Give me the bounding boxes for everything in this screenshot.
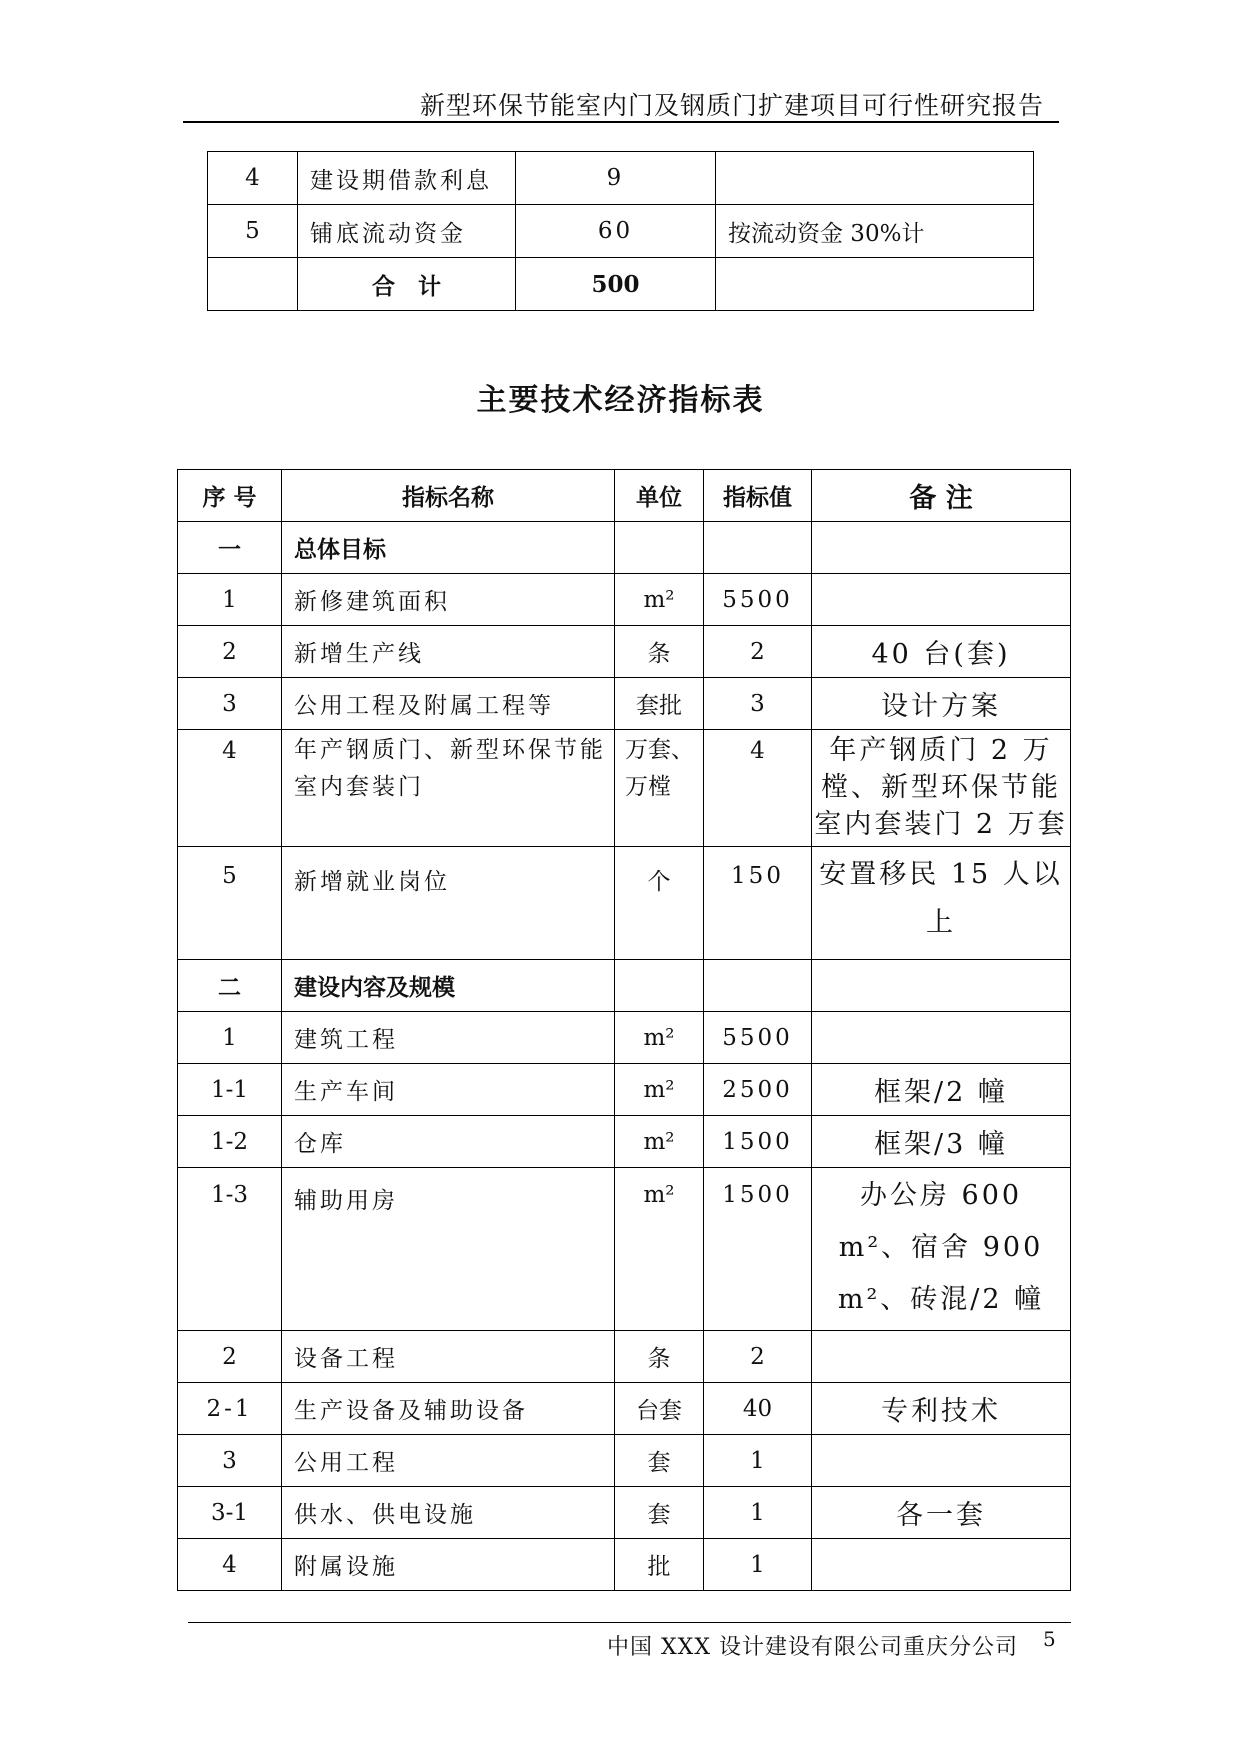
header-name: 指标名称	[282, 470, 615, 522]
row-note	[812, 960, 1071, 1012]
row-value: 5500	[704, 1012, 812, 1064]
row-name: 公用工程	[282, 1435, 615, 1487]
row-no: 1-1	[178, 1064, 282, 1116]
row-no: 4	[208, 152, 298, 205]
table-row	[178, 1064, 1071, 1116]
row-no	[208, 258, 298, 311]
row-unit: 台套	[615, 1383, 704, 1435]
row-note: 年产钢质门 2 万樘、新型环保节能室内套装门 2 万套	[812, 730, 1071, 847]
row-note: 40 台(套)	[812, 626, 1071, 678]
row-no: 4	[178, 730, 282, 847]
row-unit: 套批	[615, 678, 704, 730]
table-row-total	[208, 258, 1034, 311]
row-unit: 个	[615, 847, 704, 960]
row-note: 按流动资金 30%计	[716, 205, 1034, 258]
row-value: 3	[704, 678, 812, 730]
row-note: 框架/2 幢	[812, 1064, 1071, 1116]
row-name: 生产设备及辅助设备	[282, 1383, 615, 1435]
row-name: 生产车间	[282, 1064, 615, 1116]
row-unit: m²	[615, 574, 704, 626]
table-row	[178, 1168, 1071, 1331]
row-note: 框架/3 幢	[812, 1116, 1071, 1168]
row-name: 新增生产线	[282, 626, 615, 678]
header-note: 备 注	[812, 470, 1071, 522]
page-number: 5	[1043, 1627, 1056, 1651]
row-note: 专利技术	[812, 1383, 1071, 1435]
table-row	[178, 678, 1071, 730]
row-value: 5500	[704, 574, 812, 626]
row-no: 5	[208, 205, 298, 258]
table-row	[178, 1331, 1071, 1383]
row-value	[704, 960, 812, 1012]
row-note	[812, 574, 1071, 626]
row-value: 1	[704, 1435, 812, 1487]
row-name: 新修建筑面积	[282, 574, 615, 626]
row-no: 1-2	[178, 1116, 282, 1168]
row-unit: 万套、万樘	[615, 730, 704, 847]
row-no: 1	[178, 1012, 282, 1064]
total-value: 500	[516, 258, 716, 311]
row-no: 2	[178, 1331, 282, 1383]
row-no: 4	[178, 1539, 282, 1591]
row-note	[812, 1331, 1071, 1383]
row-unit	[615, 522, 704, 574]
header-no: 序 号	[178, 470, 282, 522]
row-note: 办公房 600 m²、宿舍 900 m²、砖混/2 幢	[812, 1168, 1071, 1331]
table-row	[178, 1116, 1071, 1168]
row-name: 辅助用房	[282, 1168, 615, 1331]
row-unit: 套	[615, 1487, 704, 1539]
row-no: 二	[178, 960, 282, 1012]
row-name: 仓库	[282, 1116, 615, 1168]
row-unit	[615, 960, 704, 1012]
row-unit: m²	[615, 1064, 704, 1116]
row-name: 供水、供电设施	[282, 1487, 615, 1539]
row-name: 铺底流动资金	[298, 205, 516, 258]
investment-table	[207, 151, 1034, 311]
table-row	[178, 730, 1071, 847]
row-value: 2	[704, 1331, 812, 1383]
index-table	[177, 469, 1071, 1591]
row-note	[716, 258, 1034, 311]
row-value: 60	[516, 205, 716, 258]
row-value: 1500	[704, 1116, 812, 1168]
row-name: 建设内容及规模	[282, 960, 615, 1012]
table-row	[178, 847, 1071, 960]
row-value: 1500	[704, 1168, 812, 1331]
row-name: 总体目标	[282, 522, 615, 574]
row-value: 2	[704, 626, 812, 678]
header-unit: 单位	[615, 470, 704, 522]
table-row	[208, 152, 1034, 205]
row-value: 4	[704, 730, 812, 847]
row-name: 建筑工程	[282, 1012, 615, 1064]
row-note	[812, 1539, 1071, 1591]
row-no: 3	[178, 1435, 282, 1487]
row-name: 设备工程	[282, 1331, 615, 1383]
row-name: 年产钢质门、新型环保节能室内套装门	[282, 730, 615, 847]
row-no: 1	[178, 574, 282, 626]
row-unit: m²	[615, 1168, 704, 1331]
row-value: 9	[516, 152, 716, 205]
row-no: 2	[178, 626, 282, 678]
header-value: 指标值	[704, 470, 812, 522]
table-row	[178, 574, 1071, 626]
footer-rule	[188, 1622, 1071, 1623]
row-note: 各一套	[812, 1487, 1071, 1539]
row-note	[812, 1435, 1071, 1487]
total-label: 合 计	[298, 258, 516, 311]
header-rule	[183, 121, 1059, 123]
row-unit: 条	[615, 626, 704, 678]
table-row	[178, 1487, 1071, 1539]
row-no: 一	[178, 522, 282, 574]
row-value: 1	[704, 1487, 812, 1539]
row-value: 40	[704, 1383, 812, 1435]
row-note	[812, 1012, 1071, 1064]
row-unit: 批	[615, 1539, 704, 1591]
footer-company: 中国 XXX 设计建设有限公司重庆分公司	[607, 1635, 1018, 1660]
index-table-title: 主要技术经济指标表	[476, 383, 765, 418]
row-no: 3	[178, 678, 282, 730]
row-name: 新增就业岗位	[282, 847, 615, 960]
table-row	[208, 205, 1034, 258]
row-note: 安置移民 15 人以上	[812, 847, 1071, 960]
row-note	[716, 152, 1034, 205]
table-row	[178, 1012, 1071, 1064]
row-value: 2500	[704, 1064, 812, 1116]
row-no: 1-3	[178, 1168, 282, 1331]
page-header-title: 新型环保节能室内门及钢质门扩建项目可行性研究报告	[420, 91, 1045, 120]
row-unit: 条	[615, 1331, 704, 1383]
table-row	[178, 626, 1071, 678]
row-name: 附属设施	[282, 1539, 615, 1591]
row-no: 3-1	[178, 1487, 282, 1539]
table-header-row	[178, 470, 1071, 522]
row-unit: m²	[615, 1012, 704, 1064]
row-name: 公用工程及附属工程等	[282, 678, 615, 730]
row-no: 5	[178, 847, 282, 960]
row-unit: 套	[615, 1435, 704, 1487]
table-row	[178, 1383, 1071, 1435]
row-no: 2-1	[178, 1383, 282, 1435]
table-row	[178, 1539, 1071, 1591]
row-note: 设计方案	[812, 678, 1071, 730]
row-note	[812, 522, 1071, 574]
table-row-section	[178, 960, 1071, 1012]
row-name: 建设期借款利息	[298, 152, 516, 205]
table-row	[178, 1435, 1071, 1487]
row-value: 150	[704, 847, 812, 960]
row-value: 1	[704, 1539, 812, 1591]
table-row-section	[178, 522, 1071, 574]
row-unit: m²	[615, 1116, 704, 1168]
row-value	[704, 522, 812, 574]
